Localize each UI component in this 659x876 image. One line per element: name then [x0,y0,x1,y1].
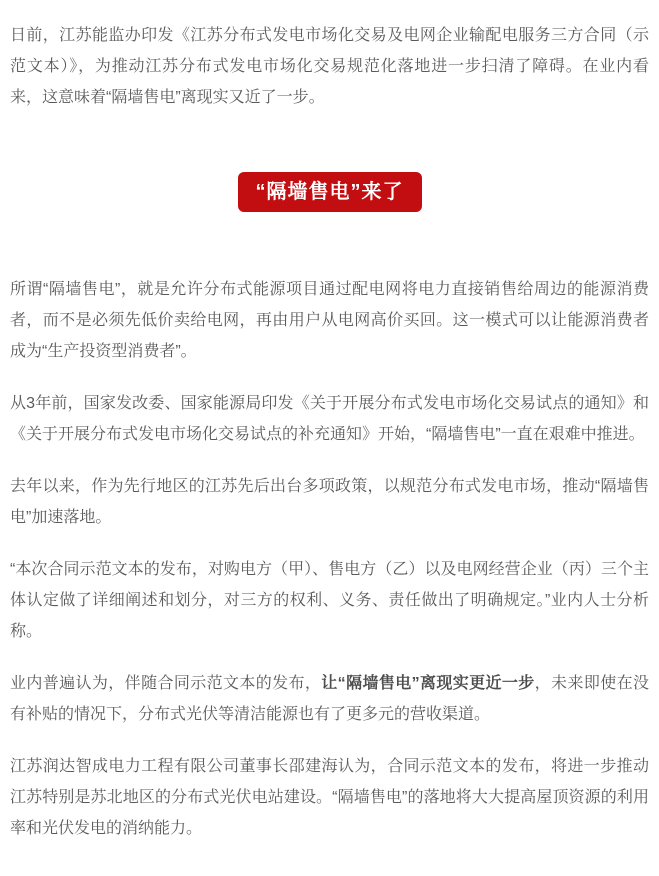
paragraph-industry-view [10,668,649,730]
paragraph-analyst-quote: “本次合同示范文本的发布，对购电方（甲）、售电方（乙）以及电网经营企业（丙）三个主体认定做了详细阐述和划分，对三方的权利、义务、责任做出了明确规定。”业内人士分析称。 [10,561,649,640]
paragraph-intro: 日前，江苏能监办印发《江苏分布式发电市场化交易及电网企业输配电服务三方合同（示范文本）》，为推动江苏分布式发电市场化交易规范化落地进一步扫清了障碍。在业内看来，这意味着“隔墙售电”离现实又近了一步。 [10,27,649,106]
industry-view-lead: 业内普遍认为，伴随合同示范文本的发布， [10,675,322,692]
paragraph-jiangsu-policy: 去年以来，作为先行地区的江苏先后出台多项政策，以规范分布式发电市场，推动“隔墙售电”加速落地。 [10,478,649,526]
industry-view-emphasis: 让“隔墙售电”离现实更近一步 [321,675,535,692]
paragraph-policy-history: 从3年前，国家发改委、国家能源局印发《关于开展分布式发电市场化交易试点的通知》和《关于开展分布式发电市场化交易试点的补充通知》开始，“隔墙售电”一直在艰难中推进。 [10,395,649,443]
paragraph-definition: 所谓“隔墙售电”，就是允许分布式能源项目通过配电网将电力直接销售给周边的能源消费者，而不是必须先低价卖给电网，再由用户从电网高价买回。这一模式可以让能源消费者成为“生产投资型消费者”。 [10,281,649,360]
section-banner-label: “隔墙售电”来了 [255,181,404,203]
paragraph-chairman-view: 江苏润达智成电力工程有限公司董事长邵建海认为，合同示范文本的发布，将进一步推动江苏特别是苏北地区的分布式光伏电站建设。“隔墙售电”的落地将大大提高屋顶资源的利用率和光伏发电的消纳能力。 [10,758,649,837]
section-banner [238,172,422,212]
industry-view-tail: ，未来即使在没有补贴的情况下，分布式光伏等清洁能源也有了更多元的营收渠道。 [10,675,649,723]
